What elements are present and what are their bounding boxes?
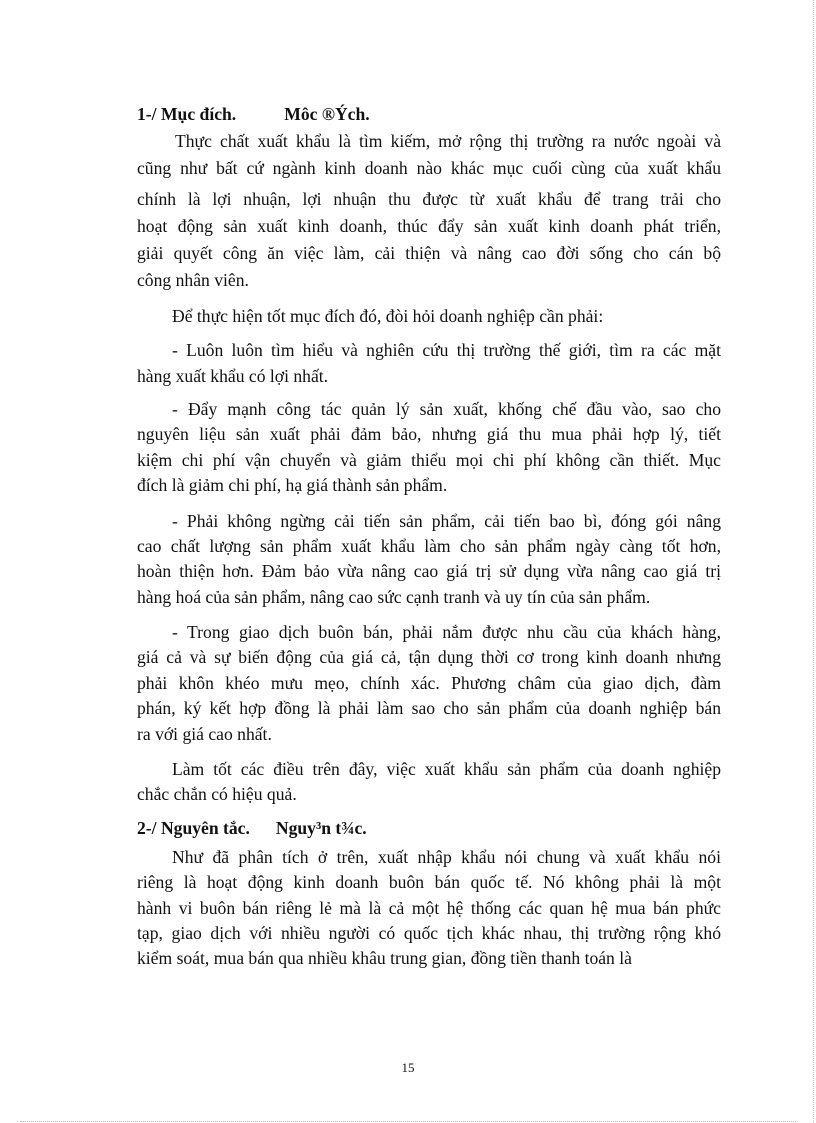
section-2-heading-text: 2-/ Nguyên tắc. [137, 818, 250, 838]
section-2-heading-garbled: Nguy³n t¾c. [275, 818, 367, 838]
paragraph-line: - Phải không ngừng cải tiến sản phẩm, cải tiến bao bì, đóng gói nâng [172, 511, 721, 531]
paragraph-line: hoàn thiện hơn. Đảm bảo vừa nâng cao giá trị sử dụng vừa nâng cao giá trị [137, 561, 721, 581]
paragraph-line: công nhân viên. [137, 270, 249, 290]
paragraph-line: chắc chắn có hiệu quả. [137, 784, 297, 804]
paragraph-line: cao chất lượng sản phẩm xuất khẩu làm cho sản phẩm ngày càng tốt hơn, [137, 536, 721, 556]
paragraph-line: riêng là hoạt động kinh doanh buôn bán quốc tế. Nó không phải là một [137, 872, 721, 892]
section-1-heading-garbled: Môc ®Ých. [284, 104, 370, 124]
paragraph-line: - Luôn luôn tìm hiểu và nghiên cứu thị trường thế giới, tìm ra các mặt [172, 340, 721, 360]
paragraph-line: hành vi buôn bán riêng lẻ mà là cả một hệ thống các quan hệ mua bán phức [137, 898, 721, 918]
paragraph-line: cũng như bất cứ ngành kinh doanh nào khác mục cuối cùng của xuất khẩu [137, 158, 721, 178]
section-2-heading [137, 817, 721, 839]
paragraph-line: phải khôn khéo mưu mẹo, chính xác. Phương châm của giao dịch, đàm [137, 673, 721, 693]
paragraph-line: hàng hoá của sản phẩm, nâng cao sức cạnh tranh và uy tín của sản phẩm. [137, 587, 651, 607]
paragraph-line: giá cả và sự biến động của giá cả, tận dụng thời cơ trong kinh doanh nhưng [137, 647, 721, 667]
paragraph-line: hàng xuất khẩu có lợi nhất. [137, 366, 329, 386]
paragraph-line: phán, ký kết hợp đồng là phải làm sao cho sản phẩm của doanh nghiệp bán [137, 698, 721, 718]
paragraph-line: kiệm chi phí vận chuyển và giảm thiểu mọi chi phí không cần thiết. Mục [137, 450, 721, 470]
paragraph-line: chính là lợi nhuận, lợi nhuận thu được từ xuất khẩu để trang trải cho [137, 189, 721, 209]
paragraph-line: - Đẩy mạnh công tác quản lý sản xuất, khống chế đầu vào, sao cho [172, 399, 721, 419]
section-1-heading-text: 1-/ Mục đích. [137, 104, 237, 124]
page-right-divider [813, 0, 814, 1123]
paragraph-line: hoạt động sản xuất kinh doanh, thúc đẩy sản xuất kinh doanh phát triển, [137, 216, 721, 236]
paragraph-line: ra với giá cao nhất. [137, 724, 272, 744]
paragraph-line: kiểm soát, mua bán qua nhiều khâu trung gian, đồng tiền thanh toán là [137, 948, 632, 968]
paragraph-line: Làm tốt các điều trên đây, việc xuất khẩu sản phẩm của doanh nghiệp [172, 759, 721, 779]
section-1-heading [137, 103, 721, 125]
page-bottom-divider [20, 1121, 796, 1122]
paragraph-line: Thực chất xuất khẩu là tìm kiếm, mở rộng thị trường ra nước ngoài và [175, 131, 721, 151]
page-number: 15 [401, 1060, 415, 1075]
paragraph-line: Để thực hiện tốt mục đích đó, đòi hỏi doanh nghiệp cần phải: [172, 306, 604, 326]
paragraph-line: Như đã phân tích ở trên, xuất nhập khẩu nói chung và xuất khẩu nói [172, 847, 721, 867]
paragraph-line: đích là giảm chi phí, hạ giá thành sản phẩm. [137, 475, 448, 495]
paragraph-line: nguyên liệu sản xuất phải đảm bảo, nhưng giá thu mua phải hợp lý, tiết [137, 424, 721, 444]
paragraph-line: tạp, giao dịch với nhiều người có quốc tịch khác nhau, thị trường rộng khó [137, 923, 721, 943]
paragraph-line: giải quyết công ăn việc làm, cải thiện và nâng cao đời sống cho cán bộ [137, 243, 721, 263]
paragraph-line: - Trong giao dịch buôn bán, phải nắm được nhu cầu của khách hàng, [172, 622, 721, 642]
